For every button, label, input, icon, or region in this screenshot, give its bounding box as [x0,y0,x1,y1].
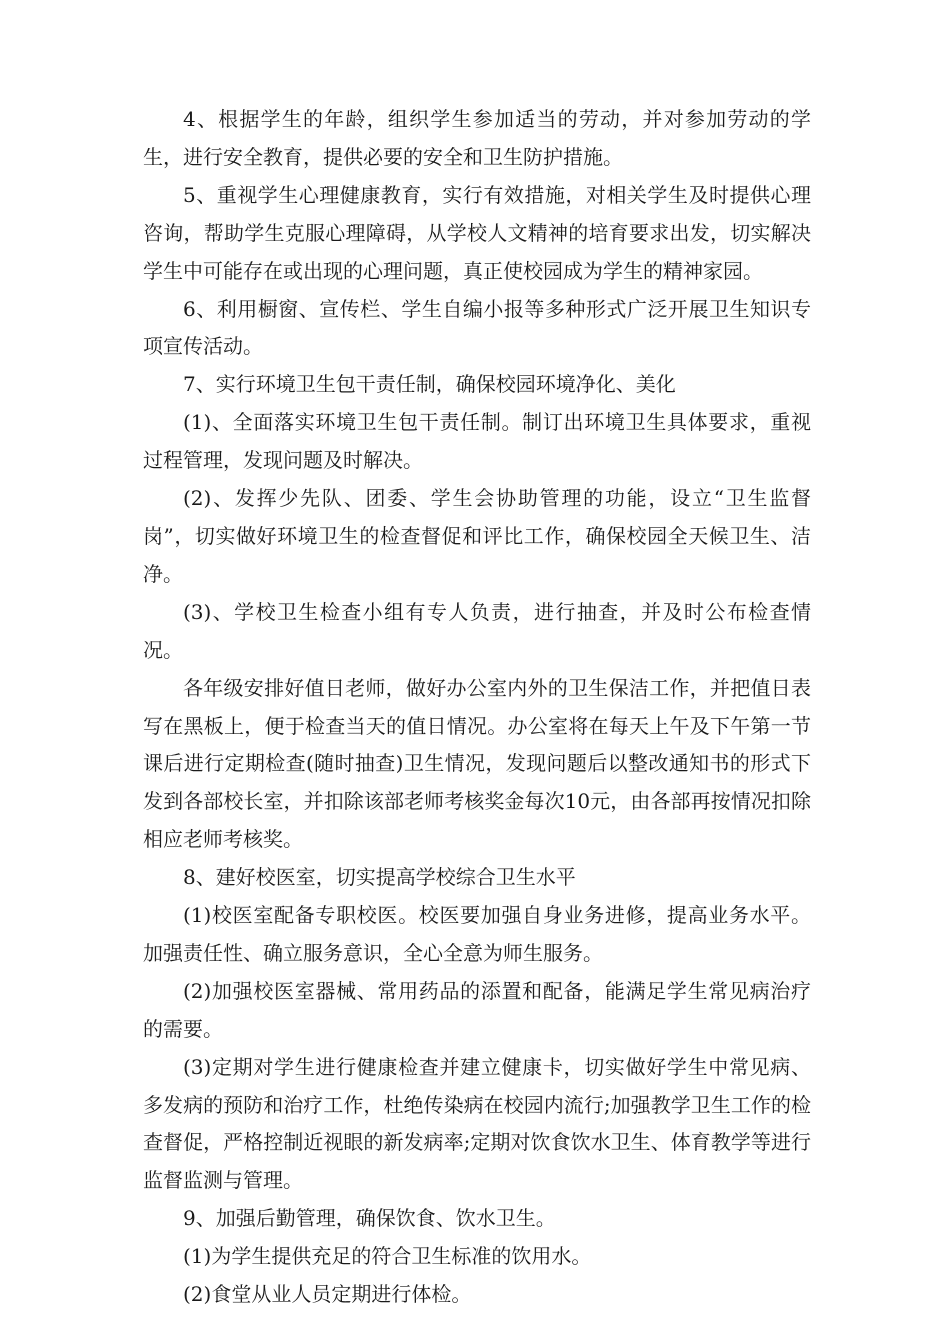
document-body [143,101,811,1314]
paragraph-item-7-heading: 7、实行环境卫生包干责任制，确保校园环境净化、美化 [183,372,676,397]
paragraph-item-7-1: (1)、全面落实环境卫生包干责任制。制订出环境卫生具体要求，重视过程管理，发现问题及时解决。 [143,410,811,473]
paragraph-item-6: 6、利用橱窗、宣传栏、学生自编小报等多种形式广泛开展卫生知识专项宣传活动。 [143,296,811,359]
paragraph-item-8-heading: 8、建好校医室，切实提高学校综合卫生水平 [183,865,576,890]
paragraph-item-9-1: (1)为学生提供充足的符合卫生标准的饮用水。 [183,1244,592,1269]
paragraph-duty-teachers: 各年级安排好值日老师，做好办公室内外的卫生保洁工作，并把值日表写在黑板上，便于检查当天的值日情况。办公室将在每天上午及下午第一节课后进行定期检查(随时抽查)卫生情况，发现问题后以整改通知书的形式下发到各部校长室，并扣除该部老师考核奖金每次10元，由各部再按情况扣除相应老师考核奖。 [143,675,811,852]
paragraph-item-8-1: (1)校医室配备专职校医。校医要加强自身业务进修，提高业务水平。加强责任性、确立服务意识，全心全意为师生服务。 [143,903,811,965]
paragraph-item-9-2: (2)食堂从业人员定期进行体检。 [183,1282,472,1307]
paragraph-item-7-2: (2)、发挥少先队、团委、学生会协助管理的功能，设立“卫生监督岗”，切实做好环境卫生的检查督促和评比工作，确保校园全天候卫生、洁净。 [143,486,811,586]
paragraph-item-8-2: (2)加强校医室器械、常用药品的添置和配备，能满足学生常见病治疗的需要。 [143,978,811,1041]
paragraph-item-7-3: (3)、学校卫生检查小组有专人负责，进行抽查，并及时公布检查情况。 [143,599,811,662]
paragraph-item-4: 4、根据学生的年龄，组织学生参加适当的劳动，并对参加劳动的学生，进行安全教育，提供必要的安全和卫生防护措施。 [143,107,811,169]
paragraph-item-9-heading: 9、加强后勤管理，确保饮食、饮水卫生。 [183,1206,556,1231]
paragraph-item-8-3: (3)定期对学生进行健康检查并建立健康卡，切实做好学生中常见病、多发病的预防和治疗工作，杜绝传染病在校园内流行;加强教学卫生工作的检查督促，严格控制近视眼的新发病率;定期对饮食饮水卫生、体育教学等进行监督监测与管理。 [143,1054,811,1193]
paragraph-item-5: 5、重视学生心理健康教育，实行有效措施，对相关学生及时提供心理咨询，帮助学生克服心理障碍，从学校人文精神的培育要求出发，切实解决学生中可能存在或出现的心理问题，真正使校园成为学生的精神家园。 [143,182,811,283]
